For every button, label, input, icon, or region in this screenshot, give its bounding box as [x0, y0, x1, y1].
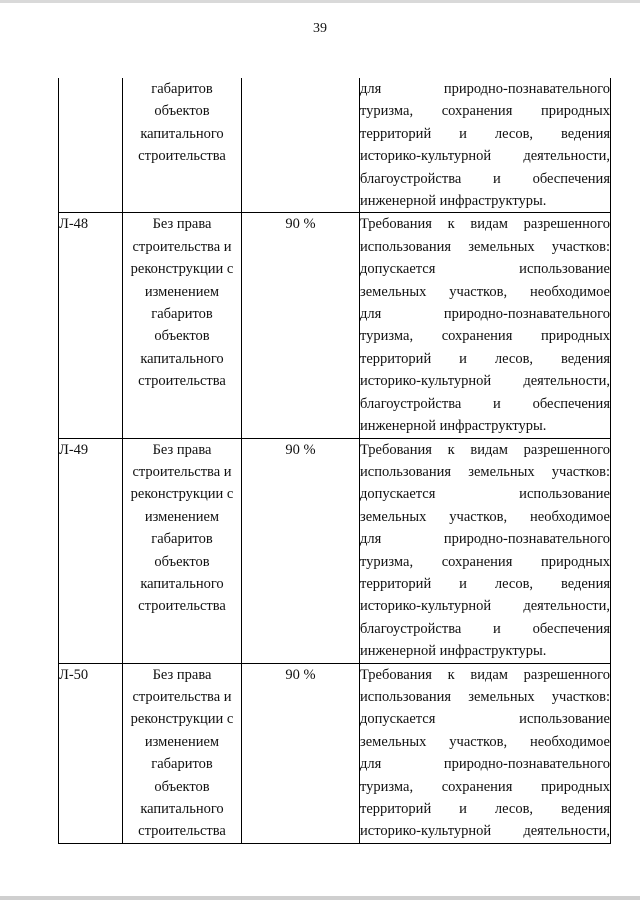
- restriction-line: объектов: [154, 553, 210, 570]
- restriction-line: строительства: [138, 148, 226, 165]
- requirement-line: допускается использование: [360, 261, 610, 278]
- requirement-line: инженерной инфраструктуры.: [360, 193, 547, 210]
- requirement-line: использования земельных участков:: [360, 688, 610, 705]
- requirement-line: туризма, сохранения природных: [360, 328, 610, 345]
- restriction-line: Без права: [152, 216, 212, 233]
- restriction-line: габаритов: [151, 81, 213, 97]
- zoning-table: [58, 78, 611, 844]
- requirement-line: территорий и лесов, ведения: [360, 350, 610, 367]
- scan-bottom-edge: [0, 896, 640, 900]
- requirement-line: допускается использование: [360, 711, 610, 728]
- requirements-cell: [360, 213, 611, 438]
- restriction-line: объектов: [154, 103, 210, 120]
- restriction-cell: [123, 78, 242, 213]
- restriction-line: габаритов: [151, 306, 213, 323]
- requirements-cell: [360, 438, 611, 663]
- requirement-line: историко-культурной деятельности,: [360, 373, 610, 390]
- restriction-line: габаритов: [151, 756, 213, 773]
- zone-code-cell: Л-48: [59, 213, 123, 438]
- restriction-line: реконструкции с: [130, 486, 234, 503]
- table-row: [59, 438, 611, 663]
- requirement-line: благоустройства и обеспечения: [360, 170, 610, 187]
- restriction-line: объектов: [154, 328, 210, 345]
- requirement-line: территорий и лесов, ведения: [360, 575, 610, 592]
- restriction-line: реконструкции с: [130, 261, 234, 278]
- requirement-line: историко-культурной деятельности,: [360, 598, 610, 615]
- requirement-line: историко-культурной деятельности,: [360, 823, 610, 840]
- requirement-line: туризма, сохранения природных: [360, 553, 610, 570]
- requirement-line: земельных участков, необходимое: [360, 508, 610, 525]
- restriction-line: строительства и: [132, 688, 232, 705]
- restriction-line: изменением: [144, 508, 220, 525]
- requirement-line: благоустройства и обеспечения: [360, 395, 610, 412]
- requirement-line: Требования к видам разрешенного: [360, 666, 610, 683]
- restriction-line: капитального: [140, 801, 224, 817]
- requirement-line: для природно-познавательного: [360, 531, 610, 548]
- restriction-line: капитального: [140, 575, 224, 592]
- requirement-line: для природно-познавательного: [360, 756, 610, 773]
- requirement-line: территорий и лесов, ведения: [360, 801, 610, 817]
- requirement-line: территорий и лесов, ведения: [360, 125, 610, 142]
- zone-code-cell: [59, 78, 123, 213]
- requirement-line: земельных участков, необходимое: [360, 733, 610, 750]
- table-row: [59, 213, 611, 438]
- percent-cell: 90 %: [242, 663, 360, 843]
- requirements-cell: [360, 663, 611, 843]
- requirement-line: для природно-познавательного: [360, 81, 610, 97]
- restriction-line: объектов: [154, 778, 210, 795]
- requirement-line: туризма, сохранения природных: [360, 778, 610, 795]
- table-row: [59, 663, 611, 843]
- restriction-line: изменением: [144, 283, 220, 300]
- restriction-line: капитального: [140, 125, 224, 142]
- requirement-line: Требования к видам разрешенного: [360, 441, 610, 458]
- restriction-line: строительства: [138, 823, 226, 840]
- table-row: [59, 78, 611, 213]
- restriction-line: строительства и: [132, 463, 232, 480]
- requirement-line: земельных участков, необходимое: [360, 283, 610, 300]
- requirement-line: Требования к видам разрешенного: [360, 216, 610, 233]
- restriction-line: строительства: [138, 373, 226, 390]
- scan-top-edge: [0, 0, 640, 3]
- percent-cell: 90 %: [242, 213, 360, 438]
- requirement-line: туризма, сохранения природных: [360, 103, 610, 120]
- restriction-line: габаритов: [151, 531, 213, 548]
- requirement-line: использования земельных участков:: [360, 238, 610, 255]
- restriction-line: строительства и: [132, 238, 232, 255]
- page-number: 39: [313, 21, 327, 36]
- requirement-line: использования земельных участков:: [360, 463, 610, 480]
- zone-code-cell: Л-49: [59, 438, 123, 663]
- restriction-line: Без права: [152, 441, 212, 458]
- requirement-line: историко-культурной деятельности,: [360, 148, 610, 165]
- percent-cell: 90 %: [242, 438, 360, 663]
- restriction-line: Без права: [152, 666, 212, 683]
- percent-cell: [242, 78, 360, 213]
- requirement-line: благоустройства и обеспечения: [360, 620, 610, 637]
- restriction-cell: [123, 213, 242, 438]
- requirement-line: допускается использование: [360, 486, 610, 503]
- requirement-line: инженерной инфраструктуры.: [360, 418, 547, 435]
- requirement-line: для природно-познавательного: [360, 306, 610, 323]
- requirement-line: инженерной инфраструктуры.: [360, 643, 547, 660]
- zone-code-cell: Л-50: [59, 663, 123, 843]
- restriction-cell: [123, 663, 242, 843]
- restriction-line: изменением: [144, 733, 220, 750]
- table-body: [59, 78, 611, 843]
- restriction-line: реконструкции с: [130, 711, 234, 728]
- requirements-cell: [360, 78, 611, 213]
- restriction-cell: [123, 438, 242, 663]
- restriction-line: капитального: [140, 350, 224, 367]
- restriction-line: строительства: [138, 598, 226, 615]
